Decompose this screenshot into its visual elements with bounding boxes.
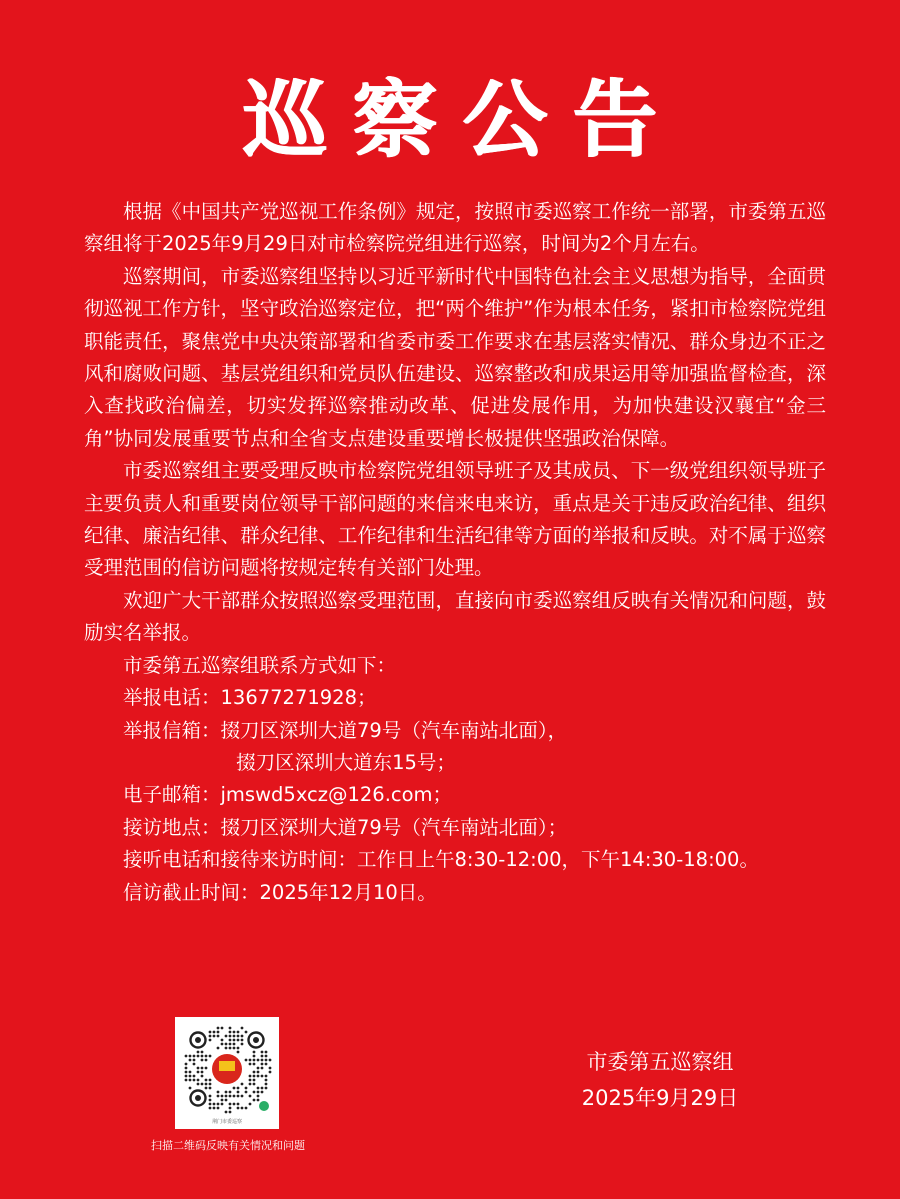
mailbox-value-2: 掇刀区深圳大道东15号；	[236, 750, 456, 774]
mailbox-label: 举报信箱：	[123, 718, 221, 742]
phone-value: 13677271928；	[220, 686, 377, 710]
signature-date: 2025年9月29日	[581, 1086, 739, 1110]
paragraph-scope: 市委巡察组主要受理反映市检察院党组领导班子及其成员、下一级党组织领导班子主要负责人和重要岗位领导干部问题的来信来电来访，重点是关于违反政治纪律、组织纪律、廉洁纪律、群众纪律、工作纪律和生活纪律等方面的举报和反映。对不属于巡察受理范围的信访问题将按规定转有关部门处理。	[84, 459, 826, 580]
contact-phone-row	[84, 682, 826, 714]
qr-scan-caption: 扫描二维码反映有关情况和问题	[151, 1139, 305, 1152]
qr-code-card[interactable]	[175, 1017, 279, 1129]
deadline: 信访截止时间：2025年12月10日。	[123, 880, 437, 904]
notice-body	[84, 196, 826, 909]
mailbox-value-1: 掇刀区深圳大道79号（汽车南站北面），	[220, 718, 568, 742]
page-title: 巡察公告	[242, 70, 683, 169]
qr-card-caption: 荆门市委巡察	[211, 1119, 242, 1125]
paragraph-intro: 根据《中国共产党巡视工作条例》规定，按照市委巡察工作统一部署，市委第五巡察组将于2025年9月29日对市检察院党组进行巡察，时间为2个月左右。	[84, 200, 826, 256]
phone-label: 举报电话：	[123, 686, 221, 710]
contact-email-row	[84, 779, 826, 811]
signature-block	[540, 1044, 780, 1116]
visit-label: 接访地点：	[123, 815, 221, 839]
contact-visit-row	[84, 812, 826, 844]
email-label: 电子邮箱：	[123, 783, 221, 807]
contact-mailbox-row	[84, 715, 826, 747]
paragraph-focus: 巡察期间，市委巡察组坚持以习近平新时代中国特色社会主义思想为指导，全面贯彻巡视工作方针，坚守政治巡察定位，把“两个维护”作为根本任务，紧扣市检察院党组职能责任，聚焦党中央决策部署和省委市委工作要求在基层落实情况、群众身边不正之风和腐败问题、基层党组织和党员队伍建设、巡察整改和成果运用等加强监督检查，深入查找政治偏差，切实发挥巡察推动改革、促进发展作用，为加快建设汉襄宜“金三角”协同发展重要节点和全省支点建设重要增长极提供坚强政治保障。	[84, 264, 826, 450]
qr-code-icon	[180, 1022, 274, 1116]
contact-hours: 接听电话和接待来访时间：工作日上午8:30-12:00，下午14:30-18:00。	[123, 848, 759, 872]
signature-org: 市委第五巡察组	[586, 1050, 734, 1074]
paragraph-welcome: 欢迎广大干部群众按照巡察受理范围，直接向市委巡察组反映有关情况和问题，鼓励实名举报。	[84, 588, 826, 645]
visit-value: 掇刀区深圳大道79号（汽车南站北面）；	[220, 815, 568, 839]
email-value: jmswd5xcz@126.com；	[220, 783, 453, 807]
contact-heading: 市委第五巡察组联系方式如下：	[123, 653, 397, 677]
